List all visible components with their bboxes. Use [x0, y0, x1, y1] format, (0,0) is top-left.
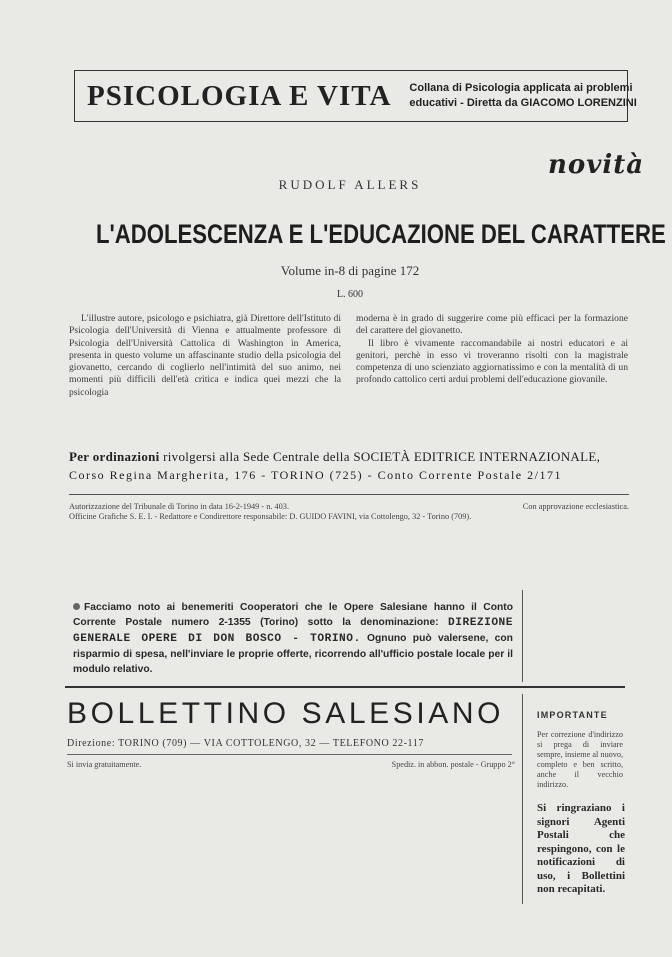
vertical-divider — [522, 590, 523, 682]
postal-text: Spediz. in abbon. postale - Gruppo 2° — [391, 760, 515, 769]
bullet-icon — [73, 603, 80, 610]
book-title: L'ADOLESCENZA E L'EDUCAZIONE DEL CARATTERE — [96, 219, 666, 249]
notice-text-2: Ognuno può valersene, con risparmio di spesa, nell'inviare le proprie offerte, ricorrendo all'ufficio postale locale per il modulo relativo. — [73, 633, 513, 675]
notice-direction: DIREZIONE GENERALE OPERE DI DON BOSCO - TORINO. — [73, 617, 513, 645]
series-title: PSICOLOGIA E VITA — [87, 79, 392, 112]
important-text: Per correzione d'indirizzo si prega di inviare sempre, insieme al nuovo, completo e ben scritto, anche il vecchio indirizzo. — [537, 730, 623, 789]
series-subtitle-line-1: Collana di Psicologia applicata ai problemi — [409, 82, 633, 94]
order-lead: Per ordinazioni — [69, 449, 160, 464]
free-delivery-text: Si invia gratuitamente. — [67, 760, 142, 769]
book-description-right — [356, 313, 628, 387]
notice-text-1: Facciamo noto ai benemeriti Cooperatori che le Opere Salesiane hanno il Conto Corrente Postale numero 2-1355 (Torino) sotto la denominazione: — [73, 602, 513, 628]
divider — [69, 494, 629, 495]
order-info — [69, 448, 629, 484]
masthead-title: BOLLETTINO SALESIANO — [67, 697, 505, 730]
order-line-1: rivolgersi alla Sede Centrale della SOCIETÀ EDITRICE INTERNAZIONALE, — [159, 449, 601, 464]
order-line-2: Corso Regina Margherita, 176 - TORINO (725) - Conto Corrente Postale 2/171 — [69, 468, 562, 482]
approval-text: Con approvazione ecclesiastica. — [522, 502, 629, 511]
series-subtitle-line-2: educativi - Diretta da GIACOMO LORENZINI — [409, 97, 637, 109]
divider — [65, 686, 625, 688]
thanks-text: Si ringraziano i signori Agenti Postali che respingono, con le notificazioni di uso, i Bollettini non recapitati. — [537, 802, 625, 895]
mailing-info — [67, 760, 515, 769]
cooperators-notice — [73, 600, 513, 677]
vertical-divider — [522, 694, 523, 904]
series-subtitle — [391, 81, 636, 111]
authorization-text: Autorizzazione del Tribunale di Torino in data 16-2-1949 - n. 403. — [69, 502, 290, 511]
description-paragraph: Il libro è vivamente raccomandabile ai nostri educatori e ai genitori, perchè in esso vi troveranno risolti con la magistrale competenza di uno scienziato aggiornatissimo e con la mentalità di un profondo cattolico certi ardui problemi dell'educazione giovanile. — [356, 337, 628, 386]
novelty-badge: novità — [548, 150, 645, 180]
description-paragraph: L'illustre autore, psicologo e psichiatra, già Direttore dell'Istituto di Psicologia dell'Università di Vienna e attualmente professore di Psicologia dell'Università Cattolica di Washington in America, presenta in questo volume un affascinante studio della psicologia del giovanetto, cercando di coglierlo nell'intimità del suo animo, nei momenti più difficili dell'età critica e indica quei mezzi che la psicologia — [69, 313, 341, 398]
series-header-box — [74, 70, 637, 122]
description-paragraph: moderna è in grado di suggerire come più efficaci per la formazione del carattere del giovanetto. — [356, 313, 628, 337]
masthead-direction: Direzione: TORINO (709) — VIA COTTOLENGO, 32 — TELEFONO 22-117 — [67, 738, 424, 749]
book-price: L. 600 — [336, 289, 364, 300]
legal-info — [69, 502, 629, 521]
book-description-left — [69, 313, 341, 399]
printer-text: Officine Grafiche S. E. I. - Redattore e Condirettore responsabile: D. GUIDO FAVINI, via Cottolengo, 32 - Torino (709). — [69, 511, 472, 521]
important-heading: IMPORTANTE — [537, 710, 608, 720]
book-author: RUDOLF ALLERS — [278, 177, 422, 192]
divider — [67, 754, 512, 755]
book-volume: Volume in-8 di pagine 172 — [280, 263, 420, 278]
